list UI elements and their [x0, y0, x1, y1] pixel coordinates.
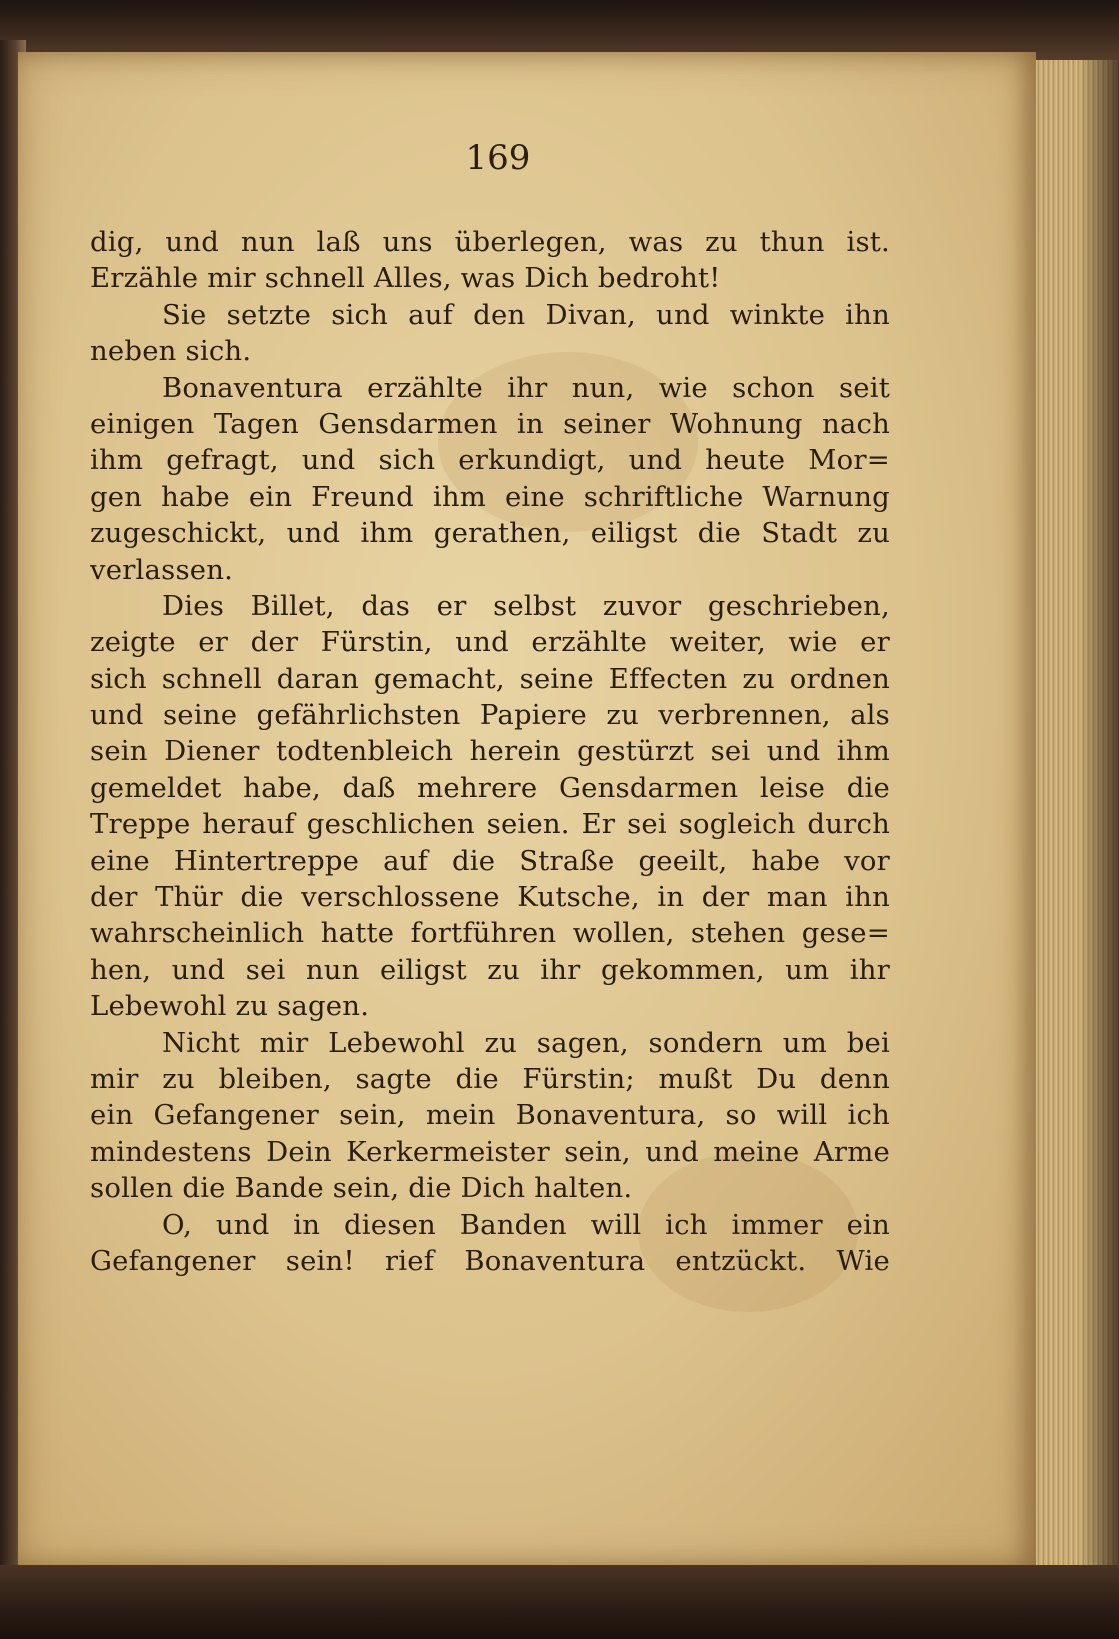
- body-text: [90, 224, 890, 1279]
- text-line: neben sich.: [90, 335, 252, 368]
- text-line: Sie setzte sich auf den Divan, und winkte ihn: [162, 298, 890, 331]
- text-line: einigen Tagen Gensdarmen in seiner Wohnung nach: [90, 407, 890, 440]
- text-line: eine Hintertreppe auf die Straße geeilt, habe vor: [90, 844, 890, 877]
- page-number: 169: [465, 138, 531, 178]
- text-line: zugeschickt, und ihm gerathen, eiligst die Stadt zu: [90, 517, 890, 550]
- text-line: gemeldet habe, daß mehrere Gensdarmen leise die: [90, 771, 890, 804]
- text-line: ein Gefangener sein, mein Bonaventura, so will ich: [90, 1099, 890, 1132]
- text-line: und seine gefährlichsten Papiere zu verbrennen, als: [90, 699, 890, 732]
- text-line: O, und in diesen Banden will ich immer ein: [162, 1208, 890, 1241]
- book-page: [18, 52, 1036, 1568]
- text-line: Bonaventura erzählte ihr nun, wie schon seit: [162, 371, 890, 404]
- text-line: Lebewohl zu sagen.: [90, 990, 370, 1023]
- text-line: mir zu bleiben, sagte die Fürstin; mußt Du denn: [90, 1062, 890, 1095]
- text-line: gen habe ein Freund ihm eine schriftliche Warnung: [90, 480, 890, 513]
- text-line: dig, und nun laß uns überlegen, was zu thun ist.: [90, 226, 890, 258]
- text-line: mindestens Dein Kerkermeister sein, und meine Arme: [90, 1135, 890, 1168]
- text-line: ihm gefragt, und sich erkundigt, und heute Mor=: [90, 444, 890, 477]
- text-line: der Thür die verschlossene Kutsche, in der man ihn: [90, 881, 890, 914]
- book-bottom-edge: [0, 1565, 1119, 1639]
- text-line: Treppe herauf geschlichen seien. Er sei sogleich durch: [90, 808, 890, 841]
- text-line: sein Diener todtenbleich herein gestürzt sei und ihm: [90, 735, 890, 768]
- text-line: Gefangener sein! rief Bonaventura entzückt. Wie: [90, 1244, 890, 1277]
- text-line: zeigte er der Fürstin, und erzählte weiter, wie er: [90, 626, 890, 659]
- page-stack-edge: [1030, 60, 1119, 1570]
- text-line: verlassen.: [90, 553, 234, 586]
- text-line: Dies Billet, das er selbst zuvor geschrieben,: [162, 589, 890, 622]
- text-line: Nicht mir Lebewohl zu sagen, sondern um bei: [162, 1026, 890, 1059]
- text-line: Erzähle mir schnell Alles, was Dich bedroht!: [90, 262, 721, 295]
- text-line: sollen die Bande sein, die Dich halten.: [90, 1172, 633, 1205]
- text-line: wahrscheinlich hatte fortführen wollen, stehen gese=: [90, 917, 890, 950]
- text-line: hen, und sei nun eiligst zu ihr gekommen, um ihr: [90, 953, 890, 986]
- text-line: sich schnell daran gemacht, seine Effecten zu ordnen: [90, 662, 890, 695]
